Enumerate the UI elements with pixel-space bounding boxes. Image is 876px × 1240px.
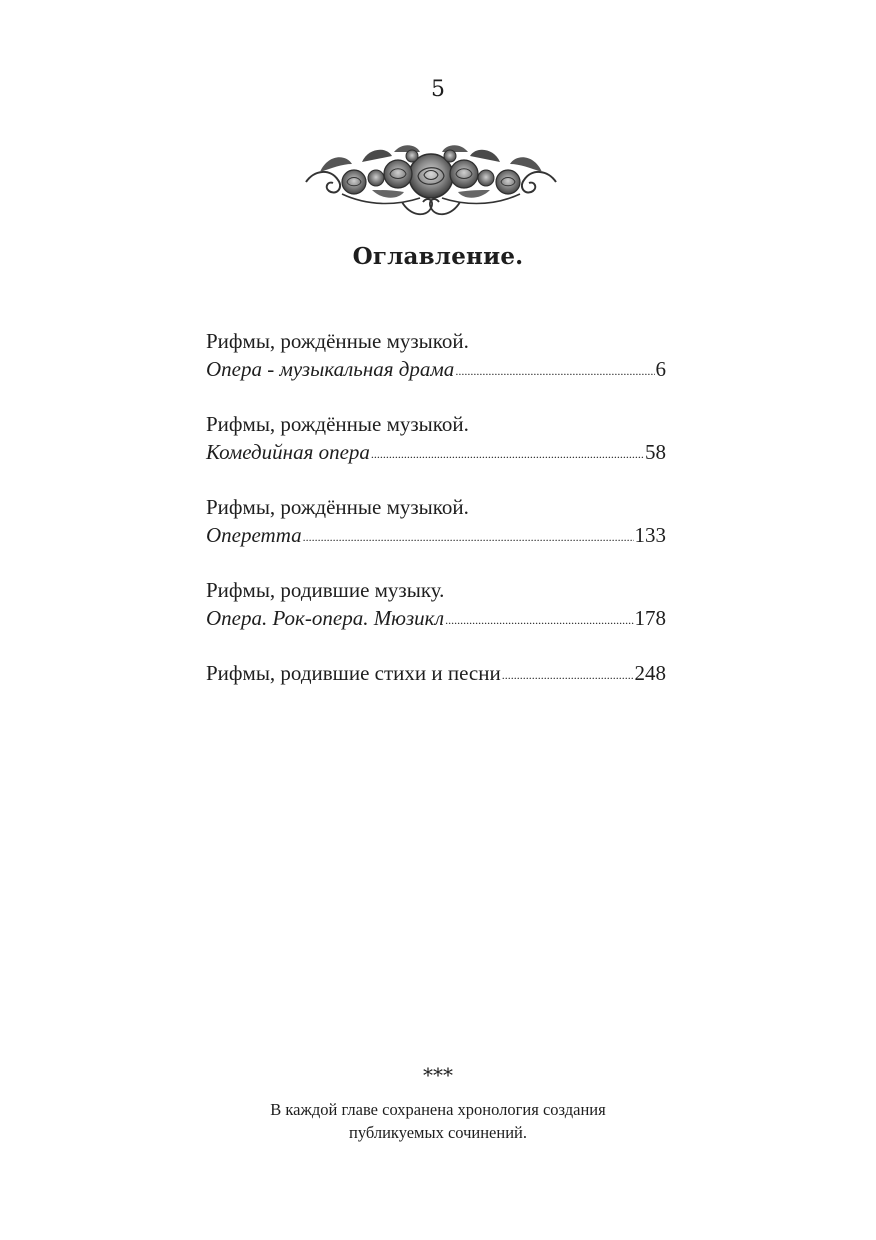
toc-entry — [206, 659, 666, 687]
toc-entry — [206, 493, 666, 549]
toc-entry-page: 6 — [655, 357, 666, 381]
toc-entry-subtitle: Опера. Рок-опера. Мюзикл — [206, 606, 445, 630]
toc-entry-line — [206, 438, 666, 466]
toc-entry-heading: Рифмы, рождённые музыкой. — [206, 495, 469, 519]
footer-note-line: публикуемых сочинений. — [349, 1123, 527, 1142]
table-of-contents — [206, 327, 666, 687]
toc-entry-heading: Рифмы, родившие музыку. — [206, 578, 445, 602]
toc-entry-page: 133 — [634, 523, 666, 547]
toc-entry-heading: Рифмы, рождённые музыкой. — [206, 329, 469, 353]
toc-entry-line — [206, 355, 666, 383]
page-number: 5 — [431, 77, 445, 102]
dot-leader — [371, 437, 644, 468]
toc-entry-heading: Рифмы, родившие стихи и песни — [206, 661, 501, 685]
toc-entry — [206, 576, 666, 632]
dot-leader — [455, 354, 654, 385]
rose-ornament-icon — [302, 142, 560, 220]
section-separator: *** — [423, 1063, 453, 1087]
toc-entry-heading: Рифмы, рождённые музыкой. — [206, 412, 469, 436]
toc-entry-page: 58 — [645, 440, 666, 464]
toc-entry-line — [206, 604, 666, 632]
toc-entry-page: 178 — [634, 606, 666, 630]
toc-entry-subtitle: Опера - музыкальная драма — [206, 357, 455, 381]
toc-entry-line — [206, 659, 666, 687]
toc-entry-page: 248 — [634, 661, 666, 685]
toc-entry-subtitle: Оперетта — [206, 523, 302, 547]
toc-entry — [206, 327, 666, 383]
dot-leader — [502, 658, 634, 689]
toc-entry-subtitle: Комедийная опера — [206, 440, 370, 464]
page-title: Оглавление. — [352, 243, 524, 270]
footer-note — [0, 1098, 876, 1144]
footer-note-line: В каждой главе сохранена хронология создания — [270, 1100, 606, 1119]
toc-entry-line — [206, 521, 666, 549]
toc-entry — [206, 410, 666, 466]
dot-leader — [445, 603, 633, 634]
dot-leader — [303, 520, 634, 551]
